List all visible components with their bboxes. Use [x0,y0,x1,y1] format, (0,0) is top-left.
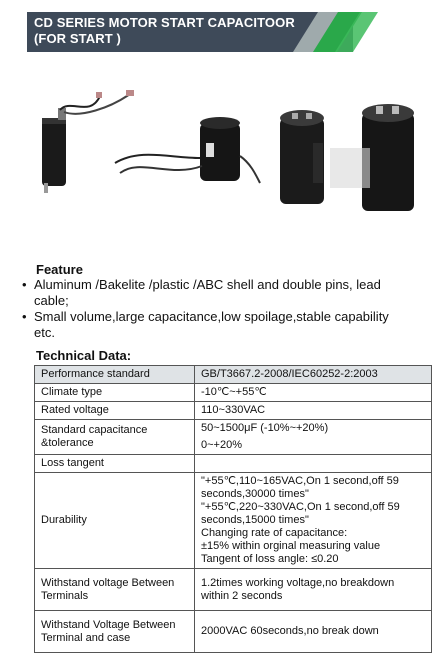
spec-table [34,365,432,653]
row-label: Rated voltage [35,402,195,420]
table-row [35,569,432,611]
feature-text: Aluminum /Bakelite /plastic /ABC shell and double pins, lead cable; [34,277,381,308]
capacitor-3-image [280,110,324,204]
row-label: Performance standard [35,366,195,384]
product-photos [30,88,425,228]
capacitor-photos-image [30,88,425,228]
feature-item [22,309,402,341]
row-value: 110~330VAC [195,402,432,420]
row-label: Loss tangent [35,455,195,473]
technical-data-heading: Technical Data: [36,348,132,363]
bullet: • [22,309,27,324]
row-value: -10℃~+55℃ [195,384,432,402]
row-value: 50~1500μF (-10%~+20%) 0~+20% [195,420,432,455]
feature-item [22,277,402,309]
table-row [35,611,432,653]
title-line-1: CD SERIES MOTOR START CAPACITOOR [34,15,295,30]
bullet: • [22,277,27,292]
feature-list [22,277,402,341]
row-label: Durability [35,473,195,569]
table-row [35,473,432,569]
feature-text: Small volume,large capacitance,low spoilage,stable capability etc. [34,309,389,340]
row-label: Standard capacitance &tolerance [35,420,195,455]
table-row [35,420,432,455]
row-label: Climate type [35,384,195,402]
feature-heading: Feature [36,262,83,277]
row-value: 2000VAC 60seconds,no break down [195,611,432,653]
capacitor-1-image [42,90,134,193]
title-line-2: (FOR START ) [34,31,121,46]
page-title [34,15,295,47]
row-value: 1.2times working voltage,no breakdown within 2 seconds [195,569,432,611]
row-label: Withstand Voltage Between Terminal and case [35,611,195,653]
row-value [195,455,432,473]
table-row [35,402,432,420]
table-row [35,455,432,473]
capacitor-4-image [330,104,414,211]
row-value: "+55℃,110~165VAC,On 1 second,off 59 seconds,30000 times" "+55℃,220~330VAC,On 1 second,off 59 seconds,15000 times" Changing rate of capacitance: ±15% within orginal measuring value Tangent of loss angle: ≤0.20 [195,473,432,569]
row-label: Withstand voltage Between Terminals [35,569,195,611]
capacitor-2-image [115,117,260,183]
table-row [35,384,432,402]
table-row [35,366,432,384]
row-value: GB/T3667.2-2008/IEC60252-2:2003 [195,366,432,384]
